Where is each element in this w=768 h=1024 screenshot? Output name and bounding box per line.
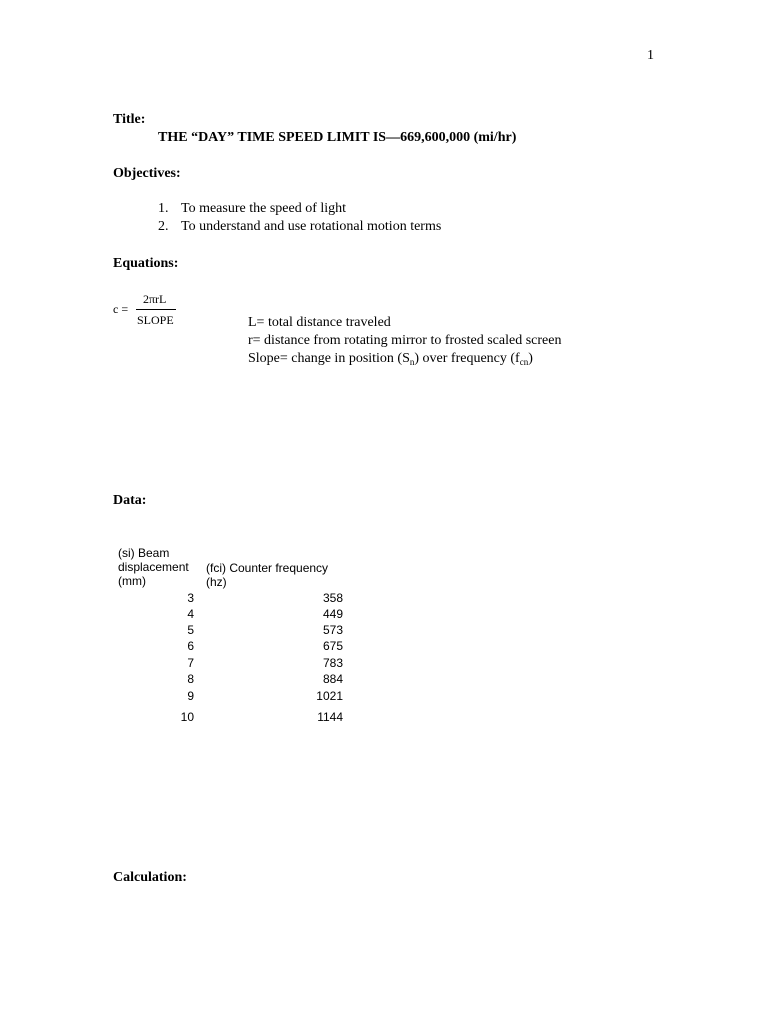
objective-number: 2. (158, 219, 169, 234)
objective-text: To understand and use rotational motion terms (181, 219, 442, 234)
cell-fci: 573 (322, 623, 343, 637)
equation-denominator: SLOPE (137, 313, 174, 327)
cell-si: 10 (180, 710, 194, 724)
cell-si: 8 (187, 672, 194, 686)
objectives-label: Objectives: (113, 166, 181, 181)
cell-si: 5 (187, 623, 194, 637)
definition-L: L= total distance traveled (248, 315, 391, 330)
fraction-bar (136, 309, 176, 310)
column-header-si: (si) Beam displacement (mm) (118, 546, 189, 588)
cell-si: 7 (187, 656, 194, 670)
cell-si: 4 (187, 607, 194, 621)
cell-fci: 1021 (316, 689, 343, 703)
data-label: Data: (113, 493, 147, 508)
definition-slope: Slope= change in position $(S_n)$ over frequency $(f_{cn})$ (248, 351, 533, 367)
objective-number: 1. (158, 201, 169, 216)
title-label: Title: (113, 112, 146, 127)
column-header-fci: (fci) Counter frequency (hz) (206, 561, 329, 589)
cell-fci: 358 (322, 591, 343, 605)
cell-fci: 783 (322, 656, 343, 670)
page-number: 1 (647, 48, 654, 63)
cell-si: 9 (187, 689, 194, 703)
title-text: THE “DAY” TIME SPEED LIMIT IS—669,600,000 (mi/hr) (158, 130, 517, 145)
cell-si: 6 (187, 639, 194, 653)
equation-numerator: 2πrL (143, 292, 167, 306)
cell-si: 3 (187, 591, 194, 605)
calculation-label: Calculation: (113, 870, 187, 885)
objective-text: To measure the speed of light (181, 201, 347, 216)
cell-fci: 1144 (317, 710, 343, 724)
cell-fci: 884 (322, 672, 343, 686)
cell-fci: 449 (322, 607, 343, 621)
equation-lhs: c = (113, 302, 129, 316)
equations-label: Equations: (113, 256, 179, 271)
definition-r: r= distance from rotating mirror to frosted scaled screen (248, 333, 562, 348)
cell-fci: 675 (322, 639, 343, 653)
